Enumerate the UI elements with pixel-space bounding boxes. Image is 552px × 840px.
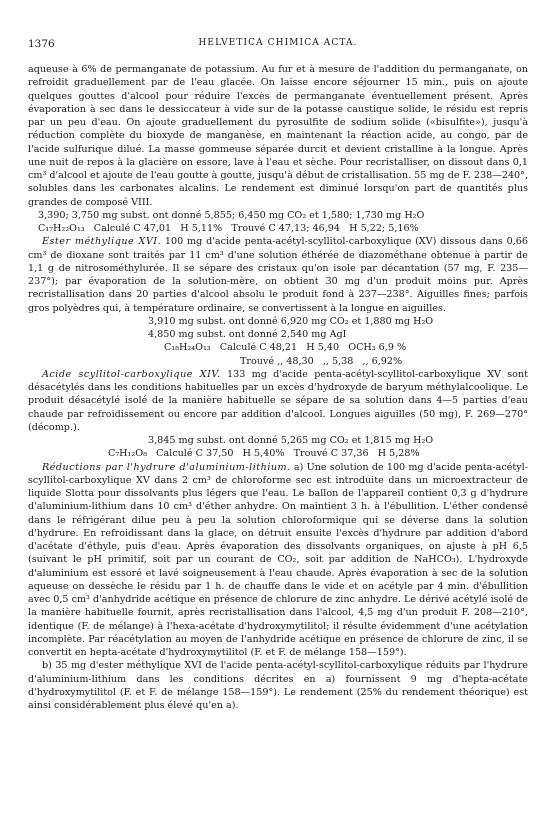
- analysis-formula-2: C₁₈H₂₄O₁₃ Calculé C 48,21 H 5,40 OCH₃ 6,9 %: [164, 342, 407, 354]
- paragraph-oxidation: aqueuse à 6% de permanganate de potassium. Au fur et à mesure de l'addition du permanganate, on refroidit graduellement par de l'eau glacée. On laisse encore séjourner 15 min., puis on ajoute quelques gouttes d'alcool pour réduire l'excès de permanganate éventuellement présent. Après évaporation à sec dans le dessiccateur à vide sur de la potasse caustique solide, le résidu est repris par un peu d'eau. On ajoute graduellement du pyrosulfite de sodium solide («bisulfite»), jusqu'à réduction complète du bioxyde de manganèse, en maintenant la réaction acide, au congo, par de l'acide sulfurique dilué. La masse gommeuse séparée durcit et devient cristalline à la longue. Après une nuit de repos à la glacière on essore, lave à l'eau et sèche. Pour recristalliser, on dissout dans 0,1 cm³ d'alcool et ajoute de l'eau goutte à goutte, jusqu'à début de cristallisation. 55 mg de F. 238—240°, solubles dans les carbonates alcalins. Le rendement est diminué lorsqu'on part de quantités plus grandes de composé VIII.: [28, 64, 528, 208]
- analysis-formula-3: C₇H₁₂O₈ Calculé C 37,50 H 5,40% Trouvé C 37,36 H 5,28%: [108, 448, 420, 460]
- paragraph-scyllitol-acid: [28, 368, 528, 434]
- analysis-line-4: 3,845 mg subst. ont donné 5,265 mg CO₂ et 1,815 mg H₂O: [148, 435, 434, 446]
- paragraph-reductions-text: a) Une solution de 100 mg d'acide penta-acétyl-scyllitol-carboxylique XV dans 2 cm³ de chloroforme sec est introduite dans un microextracteur de liquide Slotta pour dissolvants plus légers que l'eau. Le ballon de l'appareil contient 0,3 g d'hydrure d'aluminium-lithium dans 10 cm³ d'éther anhydre. On maintient 3 h. à l'ébullition. L'éther condensé dans le réfrigérant dilue peu à peu la solution chloroformique qui se déverse dans la solution d'hydrure. En refroidissant dans la glace, on détruit ensuite l'excès d'hydrure par addition d'abord d'acétate d'éthyle, puis d'eau. Après évaporation des dissolvants organiques, on ajuste à pH 6,5 (suivant le pH primitif, soit par un courant de CO₂, soit par addition de NaHCO₃). L'hydroxyde d'aluminium est essoré et lavé soigneusement à l'eau chaude. Après évaporation à sec de la solution aqueuse on dessèche le résidu par 1 h. de chauffe dans le vide et on acétyle par 4 min. d'ébullition avec 0,5 cm³ d'anhydride acétique en présence de chlorure de zinc anhydre. Le dérivé acétylé isolé de la manière habituelle fournit, après recristallisation dans l'alcool, 4,5 mg d'un produit F. 208—210°, identique (F. de mélange) à l'hexa-acétate d'hydroxymytilitol; il résulte évidemment d'une acétylation incomplète. Par réacétylation au moyen de l'anhydride acétique en présence de chlorure de zinc, il se convertit en hepta-acétate d'hydroxymytilitol (F. et F. de mélange 158—159°).: [28, 461, 528, 658]
- section-heading-reductions: Réductions par l'hydrure d'aluminium-lithium.: [42, 461, 291, 473]
- paragraph-methyl-ester-text: 100 mg d'acide penta-acétyl-scyllitol-carboxylique (XV) dissous dans 0,66 cm³ de dioxane sont traités par 11 cm³ d'une solution éthérée de diazométhane obtenue à partir de 1,1 g de nitrosométhylurée. Il se sépare des cristaux qu'on isole par décantation (57 mg, F. 235—237°); par évaporation de la solution-mère, on obtient 30 mg d'un produit moins pur. Après recristallisation dans 20 parties d'alcool absolu le produit fond à 237—238°. Aiguilles fines; parfois gros polyèdres qui, à température ordinaire, se convertissent à la longue en aiguilles.: [28, 236, 528, 314]
- paragraph-scyllitol-acid-text: 133 mg d'acide penta-acétyl-scyllitol-carboxylique XV sont désacétylés dans les conditions habituelles par un excès d'hydroxyde de baryum méthylalcoolique. Le produit désacétylé isolé de la manière habituelle se sépare de sa solution dans 4—5 parties d'eau chaude par refroidissement ou encore par addition d'alcool. Longues aiguilles (50 mg), F. 269—270° (décomp.).: [28, 368, 528, 433]
- journal-title: HELVETICA CHIMICA ACTA.: [198, 38, 358, 48]
- analysis-line-1: 3,390; 3,750 mg subst. ont donné 5,855; 6,450 mg CO₂ et 1,580; 1,730 mg H₂O: [38, 209, 425, 221]
- analysis-found-2: Trouvé ,, 48,30 ,, 5,38 ,, 6,92%: [240, 355, 403, 367]
- paragraph-methyl-ester: [28, 235, 528, 315]
- analysis-line-3: 4,850 mg subst. ont donné 2,540 mg AgI: [148, 329, 347, 340]
- section-heading-scyllitol-acid: Acide scyllitol-carboxylique XIV.: [42, 368, 221, 380]
- page-number: 1376: [28, 38, 55, 50]
- paragraph-reductions: [28, 461, 528, 660]
- running-header: [28, 38, 528, 54]
- analysis-line-2: 3,910 mg subst. ont donné 6,920 mg CO₂ et 1,880 mg H₂O: [148, 315, 434, 327]
- analysis-formula-1: C₁₇H₂₂O₁₃ Calculé C 47,01 H 5,11% Trouvé C 47,13; 46,94 H 5,22; 5,16%: [38, 223, 419, 234]
- article-body: [28, 63, 528, 712]
- paragraph-reduction-b: b) 35 mg d'ester méthylique XVI de l'acide penta-acétyl-scyllitol-carboxylique réduits par l'hydrure d'aluminium-lithium dans les conditions décrites en a) fournissent 9 mg d'hepta-acétate d'hydroxymytilitol (F. et F. de mélange 158—159°). Le rendement (25% du rendement théorique) est ainsi considérablement plus élevé qu'en a).: [28, 660, 528, 711]
- section-heading-methyl-ester: Ester méthylique XVI.: [42, 236, 162, 248]
